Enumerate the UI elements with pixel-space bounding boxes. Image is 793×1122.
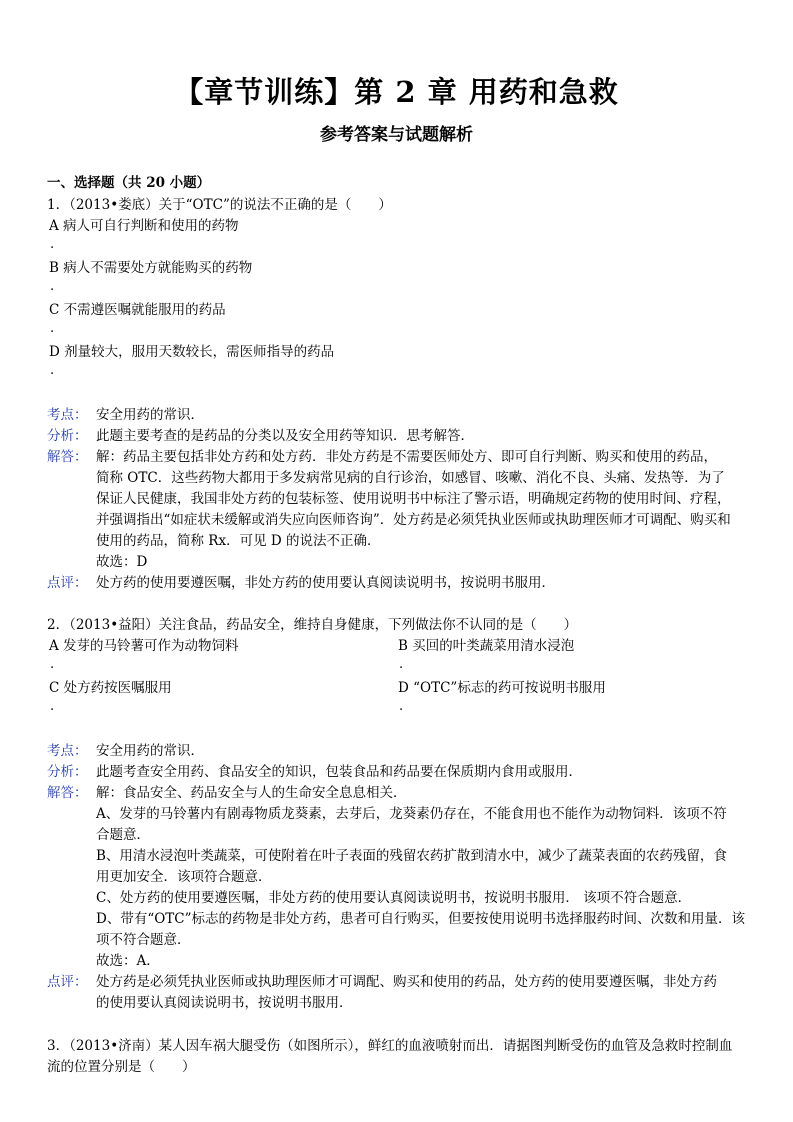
q2-jieda-label: 解答： [47,785,88,801]
q3-stem: 3．（2013•济南）某人因车祸大腿受伤（如图所示），鲜红的血液喷射而出．请据图判断受伤的血管及急救时控制血 [47,1038,733,1054]
q1-jieda-line: 使用的药品，简称 Rx．可见 D 的说法不正确． [96,533,381,549]
section-heading: 一、选择题（共 20 小题） [47,175,211,191]
q1-jieda-line: 并强调指出“如症状未缓解或消失应向医师咨询”．处方药是必须凭执业医师或执助理医师才可调配、购买和 [96,512,731,528]
q2-dianping-line: 的使用要认真阅读说明书，按说明书服用． [96,995,353,1011]
q1-dianping: 处方药的使用要遵医嘱，非处方药的使用要认真阅读说明书，按说明书服用． [96,575,555,591]
q2-stem: 2．（2013•益阳）关注食品，药品安全，维持自身健康，下列做法你不认同的是（ ） [47,617,578,633]
q1-option-a: A 病人可自行判断和使用的药物 [49,218,239,234]
q2-option-b: B 买回的叶类蔬菜用清水浸泡 [398,638,575,654]
q1-option-c: C 不需遵医嘱就能服用的药品 [49,302,226,318]
q1-kaodian-label: 考点： [47,407,88,423]
q1-jieda-line: 简称 OTC．这些药物大都用于多发病常见病的自行诊治，如感冒、咳嗽、消化不良、头痛、发热等．为了 [96,470,725,486]
q2-jieda-line: 解：食品安全、药品安全与人的生命安全息息相关． [96,785,407,801]
q2-answer: 故选：A． [96,953,160,969]
q2-jieda-line: B、用清水浸泡叶类蔬菜，可使附着在叶子表面的残留农药扩散到清水中，减少了蔬菜表面的农药残留，食 [96,848,727,864]
q2-option-d-dot: . [399,699,404,714]
q1-option-d-dot: . [50,363,55,378]
q1-stem: 1．（2013•娄底）关于“OTC”的说法不正确的是（ ） [47,197,392,213]
q2-option-b-dot: . [399,657,404,672]
q2-jieda-line: 项不符合题意． [96,932,191,948]
q1-fenxi-label: 分析： [47,428,88,444]
page-title: 【章节训练】第 2 章 用药和急救 [174,75,619,109]
q1-jieda-line: 解：药品主要包括非处方药和处方药．非处方药是不需要医师处方、即可自行判断、购买和使用的药品， [96,449,717,465]
q2-option-a-dot: . [50,657,55,672]
q1-option-d: D 剂量较大，服用天数较长，需医师指导的药品 [49,344,335,360]
q1-answer: 故选：D [96,554,148,570]
page-subtitle: 参考答案与试题解析 [320,125,473,145]
q2-jieda-line: A、发芽的马铃薯内有剧毒物质龙葵素，去芽后，龙葵素仍存在，不能食用也不能作为动物饲料．该项不符 [96,806,727,822]
q2-dianping-label: 点评： [47,974,88,990]
q1-option-b: B 病人不需要处方就能购买的药物 [49,260,253,276]
q2-dianping-line: 处方药是必须凭执业医师或执助理医师才可调配、购买和使用的药品，处方药的使用要遵医嘱，非处方药 [96,974,717,990]
q1-jieda-line: 保证人民健康，我国非处方药的包装标签、使用说明书中标注了警示语，明确规定药物的使用时间、疗程， [96,491,731,507]
q2-jieda-line: 合题意． [96,827,150,843]
q2-option-a: A 发芽的马铃薯可作为动物饲料 [49,638,239,654]
q2-option-c: C 处方药按医嘱服用 [49,680,172,696]
q1-kaodian: 安全用药的常识． [96,407,204,423]
q1-option-c-dot: . [50,321,55,336]
q2-fenxi: 此题考查安全用药、食品安全的知识，包装食品和药品要在保质期内食用或服用． [96,764,582,780]
q2-kaodian-label: 考点： [47,743,88,759]
q2-jieda-line: D、带有“OTC”标志的药物是非处方药，患者可自行购买，但要按使用说明书选择服药时间、次数和用量．该 [96,911,746,927]
q1-fenxi: 此题主要考查的是药品的分类以及安全用药等知识．思考解答． [96,428,474,444]
q2-jieda-line: 用更加安全．该项符合题意． [96,869,272,885]
q2-option-d: D “OTC”标志的药可按说明书服用 [398,680,606,696]
q2-kaodian: 安全用药的常识． [96,743,204,759]
q1-jieda-label: 解答： [47,449,88,465]
q2-jieda-line: C、处方药的使用要遵医嘱，非处方药的使用要认真阅读说明书，按说明书服用． 该项不符合题意． [96,890,692,906]
q3-stem: 流的位置分别是（ ） [47,1059,196,1075]
q2-fenxi-label: 分析： [47,764,88,780]
q1-dianping-label: 点评： [47,575,88,591]
q2-option-c-dot: . [50,699,55,714]
q1-option-a-dot: . [50,237,55,252]
q1-option-b-dot: . [50,279,55,294]
